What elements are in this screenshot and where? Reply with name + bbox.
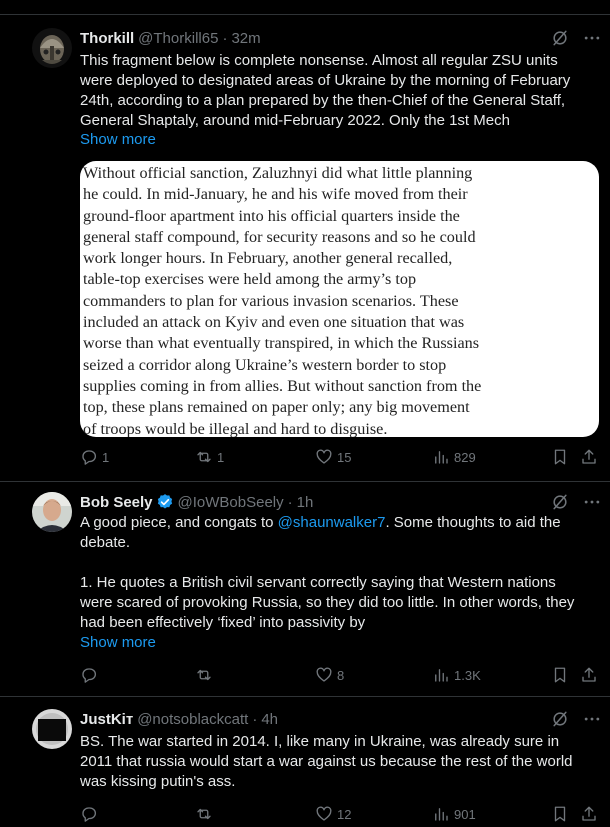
post-text	[80, 51, 590, 131]
text-segment: . Some thoughts to aid the	[385, 514, 561, 531]
reply-button[interactable]	[80, 804, 102, 824]
post-text	[80, 732, 590, 792]
image-text-line: seized a corridor along Ukraine’s western border to stop	[83, 355, 447, 374]
like-button[interactable]	[315, 804, 351, 824]
image-text-line: ground-floor apartment into his official quarters inside the	[83, 206, 460, 225]
like-count: 15	[337, 449, 352, 465]
grok-icon[interactable]	[550, 28, 570, 48]
text-line: 2011 that russia would start a war against us because the rest of the world	[80, 753, 573, 770]
verified-badge-icon[interactable]	[156, 493, 174, 511]
image-text-line: work longer hours. In February, another general recalled,	[83, 249, 453, 268]
grok-icon[interactable]	[550, 709, 570, 729]
reply-icon	[80, 666, 98, 684]
mention-link[interactable]: @shaunwalker7	[277, 514, 386, 531]
image-text-line: top, these plans remained on paper only; any big movement	[83, 398, 470, 417]
repost-icon	[195, 805, 213, 823]
attached-image[interactable]	[80, 161, 599, 437]
post-header	[80, 28, 261, 48]
handle[interactable]: @IoWBobSeely	[177, 493, 284, 511]
more-icon[interactable]	[582, 709, 602, 729]
reply-icon	[80, 448, 98, 466]
more-icon[interactable]	[582, 492, 602, 512]
image-text	[80, 163, 481, 437]
views-icon	[432, 666, 450, 684]
text-line: General Shaptaly, around mid-February 2022. Only the 1st Mech	[80, 112, 510, 129]
views-icon	[432, 448, 450, 466]
text-line: BS. The war started in 2014. I, like many in Ukraine, was already sure in	[80, 733, 560, 750]
post-justkit[interactable]	[0, 697, 610, 827]
like-count: 12	[337, 806, 352, 822]
like-icon	[315, 666, 333, 684]
reply-count: 1	[102, 449, 110, 465]
bookmark-button[interactable]	[551, 804, 569, 824]
bookmark-button[interactable]	[551, 665, 569, 685]
views-count: 901	[454, 806, 476, 822]
reply-button[interactable]	[80, 665, 102, 685]
like-icon	[315, 448, 333, 466]
action-bar	[80, 447, 600, 467]
post-thorkill[interactable]	[0, 16, 610, 482]
reply-button[interactable]	[80, 447, 109, 467]
more-icon[interactable]	[582, 28, 602, 48]
action-bar	[80, 804, 600, 824]
image-text-line: Without official sanction, Zaluzhnyi did what little planning	[83, 164, 473, 182]
views-button[interactable]	[432, 665, 481, 685]
avatar[interactable]	[32, 28, 72, 68]
repost-button[interactable]	[195, 447, 224, 467]
separator-dot: ·	[287, 493, 293, 511]
timestamp[interactable]: 1h	[296, 493, 314, 511]
post-header	[80, 492, 313, 512]
share-button[interactable]	[580, 447, 598, 467]
show-more-link[interactable]: Show more	[80, 634, 156, 651]
text-line: debate.	[80, 534, 131, 551]
display-name[interactable]: JustKiт	[80, 710, 134, 728]
repost-button[interactable]	[195, 665, 217, 685]
share-button[interactable]	[580, 804, 598, 824]
views-button[interactable]	[432, 447, 476, 467]
text-line: were scared of provoking Russia, so they did too little. In other words, they	[80, 594, 575, 611]
repost-icon	[195, 448, 213, 466]
like-icon	[315, 805, 333, 823]
separator-dot: ·	[252, 710, 258, 728]
like-button[interactable]	[315, 447, 351, 467]
share-icon	[580, 448, 598, 466]
text-line	[80, 553, 590, 573]
post-text	[80, 513, 590, 633]
timestamp[interactable]: 4h	[261, 710, 279, 728]
image-text-line: general staff compound, for security reasons and so he could	[83, 227, 476, 246]
bookmark-icon	[551, 448, 569, 466]
text-line: were deployed to designated areas of Ukraine by the morning of February	[80, 72, 571, 89]
bookmark-icon	[551, 805, 569, 823]
post-header	[80, 709, 278, 729]
text-line	[80, 513, 590, 533]
text-line: was kissing putin's ass.	[80, 773, 236, 790]
post-bob-seely[interactable]	[0, 482, 610, 697]
image-text-line: included an attack on Kyiv and even one situation that was	[83, 313, 465, 332]
share-icon[interactable]	[566, 0, 582, 6]
repost-count: 1	[217, 449, 225, 465]
repost-button[interactable]	[195, 804, 217, 824]
views-button[interactable]	[432, 804, 476, 824]
display-name[interactable]: Bob Seely	[80, 493, 153, 511]
avatar[interactable]	[32, 709, 72, 749]
image-text-line: of troops would be illegal and hard to disguise.	[83, 419, 388, 437]
share-icon	[580, 666, 598, 684]
previous-post-edge	[0, 0, 610, 15]
views-count: 829	[454, 449, 476, 465]
text-line: 1. He quotes a British civil servant correctly saying that Western nations	[80, 574, 556, 591]
action-bar	[80, 665, 600, 685]
like-button[interactable]	[315, 665, 344, 685]
timestamp[interactable]: 32m	[231, 29, 261, 47]
image-text-line: table-top exercises were held among the army’s top	[83, 270, 417, 289]
views-icon	[432, 805, 450, 823]
grok-icon[interactable]	[550, 492, 570, 512]
show-more-link[interactable]: Show more	[80, 131, 156, 148]
text-line: This fragment below is complete nonsense. Almost all regular ZSU units	[80, 52, 558, 69]
views-count: 1.3K	[454, 667, 481, 683]
avatar[interactable]	[32, 492, 72, 532]
separator-dot: ·	[222, 29, 228, 47]
image-text-line: worse than what eventually transpired, in which the Russians	[83, 334, 480, 353]
display-name[interactable]: Thorkill	[80, 29, 135, 47]
reply-icon	[80, 805, 98, 823]
text-segment: A good piece, and congats to	[80, 514, 278, 531]
image-text-line: commanders to plan for various invasion scenarios. These	[83, 291, 459, 310]
text-line: had been effectively ‘fixed’ into passivity by	[80, 614, 366, 631]
share-button[interactable]	[580, 665, 598, 685]
repost-icon	[195, 666, 213, 684]
handle[interactable]: @Thorkill65	[138, 29, 219, 47]
bookmark-icon	[551, 666, 569, 684]
handle[interactable]: @notsoblackcatt	[137, 710, 249, 728]
bookmark-button[interactable]	[551, 447, 569, 467]
image-text-line: he could. In mid-January, he and his wife moved from their	[83, 185, 468, 204]
share-icon	[580, 805, 598, 823]
image-text-line: supplies coming in from allies. But without sanction from the	[83, 376, 482, 395]
text-line: 24th, according to a plan prepared by the then-Chief of the General Staff,	[80, 92, 566, 109]
like-count: 8	[337, 667, 345, 683]
